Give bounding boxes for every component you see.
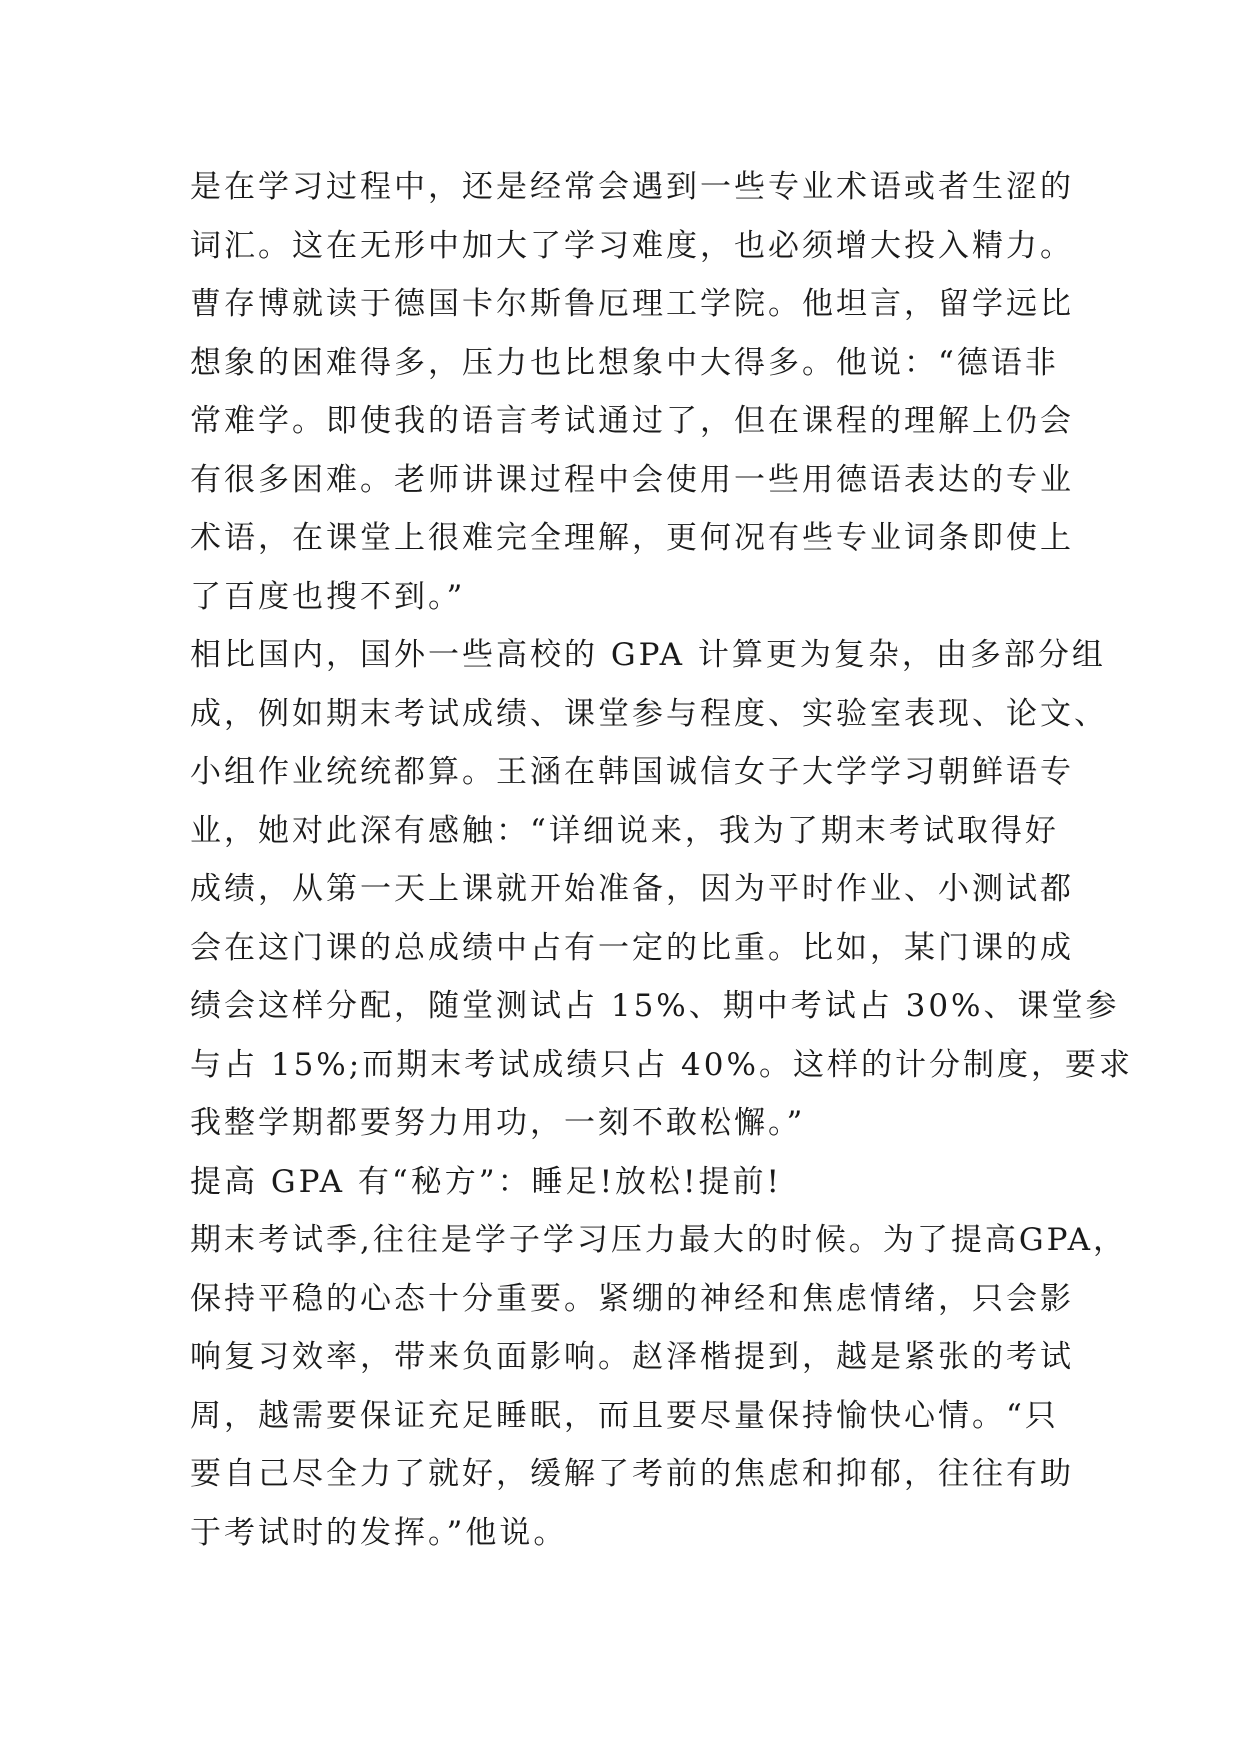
text-line: 常难学。即使我的语言考试通过了，但在课程的理解上仍会 — [190, 403, 1074, 439]
text-line: 会在这门课的总成绩中占有一定的比重。比如，某门课的成 — [190, 929, 1074, 966]
text-line: 相比国内，国外一些高校的 GPA 计算更为复杂，由多部分组 — [190, 637, 1106, 673]
article-body — [190, 158, 1133, 1562]
text-line: 想象的困难得多，压力也比想象中大得多。他说：“德语非 — [190, 344, 1059, 381]
text-line: 有很多困难。老师讲课过程中会使用一些用德语表达的专业 — [190, 461, 1074, 498]
text-line: 响复习效率，带来负面影响。赵泽楷提到，越是紧张的考试 — [190, 1339, 1074, 1375]
text-line: 术语，在课堂上很难完全理解，更何况有些专业词条即使上 — [190, 520, 1074, 556]
text-line: 期末考试季,往往是学子学习压力最大的时候。为了提高GPA， — [190, 1222, 1128, 1258]
text-line: 词汇。这在无形中加大了学习难度，也必须增大投入精力。 — [190, 227, 1074, 264]
text-line: 了百度也搜不到。” — [190, 578, 466, 615]
text-line: 于考试时的发挥。”他说。 — [190, 1514, 568, 1551]
text-line: 小组作业统统都算。王涵在韩国诚信女子大学学习朝鲜语专 — [190, 754, 1074, 790]
text-line: 业，她对此深有感触：“详细说来，我为了期末考试取得好 — [190, 812, 1059, 849]
text-line: 与占 15%;而期末考试成绩只占 40%。这样的计分制度，要求 — [190, 1046, 1133, 1083]
text-line: 成，例如期末考试成绩、课堂参与程度、实验室表现、论文、 — [190, 695, 1108, 732]
text-line: 曹存博就读于德国卡尔斯鲁厄理工学院。他坦言，留学远比 — [190, 286, 1074, 322]
text-line: 我整学期都要努力用功，一刻不敢松懈。” — [190, 1105, 806, 1141]
text-line: 绩会这样分配，随堂测试占 15%、期中考试占 30%、课堂参 — [190, 988, 1120, 1024]
text-line: 成绩，从第一天上课就开始准备，因为平时作业、小测试都 — [190, 871, 1074, 907]
text-line: 周，越需要保证充足睡眠，而且要尽量保持愉快心情。“只 — [190, 1397, 1059, 1434]
text-line: 保持平稳的心态十分重要。紧绷的神经和焦虑情绪，只会影 — [190, 1280, 1074, 1317]
section-heading: 提高 GPA 有“秘方”：睡足!放松!提前! — [190, 1163, 782, 1200]
text-line: 是在学习过程中，还是经常会遇到一些专业术语或者生涩的 — [190, 169, 1074, 205]
text-line: 要自己尽全力了就好，缓解了考前的焦虑和抑郁，往往有助 — [190, 1456, 1074, 1492]
